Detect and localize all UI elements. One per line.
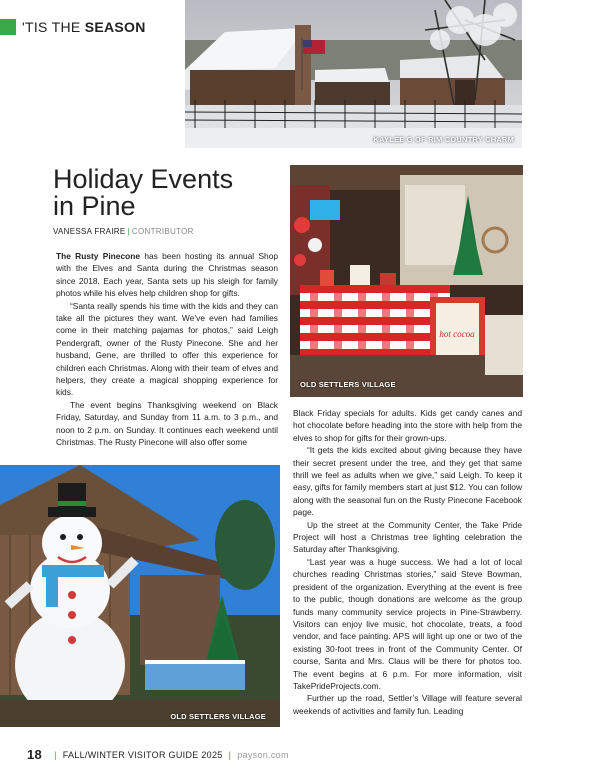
section-title [22,19,146,35]
article-title [53,166,283,220]
page-footer: 18 | FALL/WINTER VISITOR GUIDE 2025 | payson.com [27,747,289,762]
sign-text: hot cocoa [439,329,475,339]
article-column-left [56,250,278,449]
section-bold: SEASON [84,19,146,35]
paragraph-7: “Last year was a huge success. We had a lot of local churches reading Christmas stories,” said Steve Bowman, president of the organization. Everything at the event is free to the public, though donations are welcome as the group funds many community service projects in Pine-Strawberry. Visitors can enjoy live music, hot chocolate, treats, a food vendor, and face painting. APS will light up one or two of the existing 30-foot trees in front of the Community Center. Of course, Santa and Mrs. Claus will be there for photos too. The event begins at 6 p.m. For more information, visit TakePrideProjects.com. [293,556,522,691]
author-role: CONTRIBUTOR [131,227,194,236]
byline: VANESSA FRAIRE | CONTRIBUTOR [53,227,194,236]
lead-bold: The Rusty Pinecone [56,251,140,261]
article-column-right [293,407,522,717]
photo-credit-mid: OLD SETTLERS VILLAGE [300,380,396,389]
paragraph-2: “Santa really spends his time with the kids and they can take all the pictures they want. We’ve even had families come in their matching pajamas for photos,” said Leigh Pendergraft, owner of the Rusty Pinecone. She and her husband, Gene, are thrilled to offer this experience for children each Christmas. Along with their team of elves and helpers, they create a magical shopping experience for kids. [56,300,278,398]
section-header [0,18,146,36]
photo-credit-top: KAYLEE G OF RIM COUNTRY CHARM [373,135,514,144]
paragraph-3: The event begins Thanksgiving weekend on Black Friday, Saturday, and Sunday from 11 a.m. to 3 p.m., and noon to 2 p.m. on Sunday. It continues each weekend until Christmas. The Rusty Pinecone will also offer some [56,399,278,448]
paragraph-5: “It gets the kids excited about giving because they have their secret present under the tree, and they get that same thrill we feel as adults when we give,” said Leigh. To keep it easy, gifts for family members start at just $12. You can follow along with the seasonal fun on the Rusty Pinecone Facebook page. [293,445,522,518]
author-name: VANESSA FRAIRE [53,227,126,236]
section-prefix: 'TIS THE [22,19,81,35]
page-number: 18 [27,747,43,762]
photo-credit-bottom: OLD SETTLERS VILLAGE [170,712,266,721]
paragraph-8: Further up the road, Settler’s Village will feature several weekends of activities and family fun. Leading [293,693,522,716]
photo-inflatable-snowman [0,465,280,727]
paragraph-6: Up the street at the Community Center, the Take Pride Project will host a Christmas tree lighting celebration the Saturday after Thanksgiving. [293,519,522,555]
photo-snowy-cabin [185,0,522,148]
article-title-line1: Holiday Events [53,164,234,194]
paragraph-1-text: has been hosting its annual Shop with the Elves and Santa during the Christmas season since 2018. Each year, Santa sets up his sleigh for family photos while his elves help children shop for gifts. [56,251,279,299]
guide-title: FALL/WINTER VISITOR GUIDE 2025 [62,749,223,760]
paragraph-4: Black Friday specials for adults. Kids get candy canes and hot chocolate before heading into the store with help from the elves to shop for gifts for their grown-ups. [293,408,522,443]
photo-hot-cocoa-stand [290,165,523,397]
section-accent-bar [0,19,16,35]
paragraph-1 [56,250,278,300]
article-title-line2: in Pine [53,191,136,221]
site-url: payson.com [237,749,289,760]
